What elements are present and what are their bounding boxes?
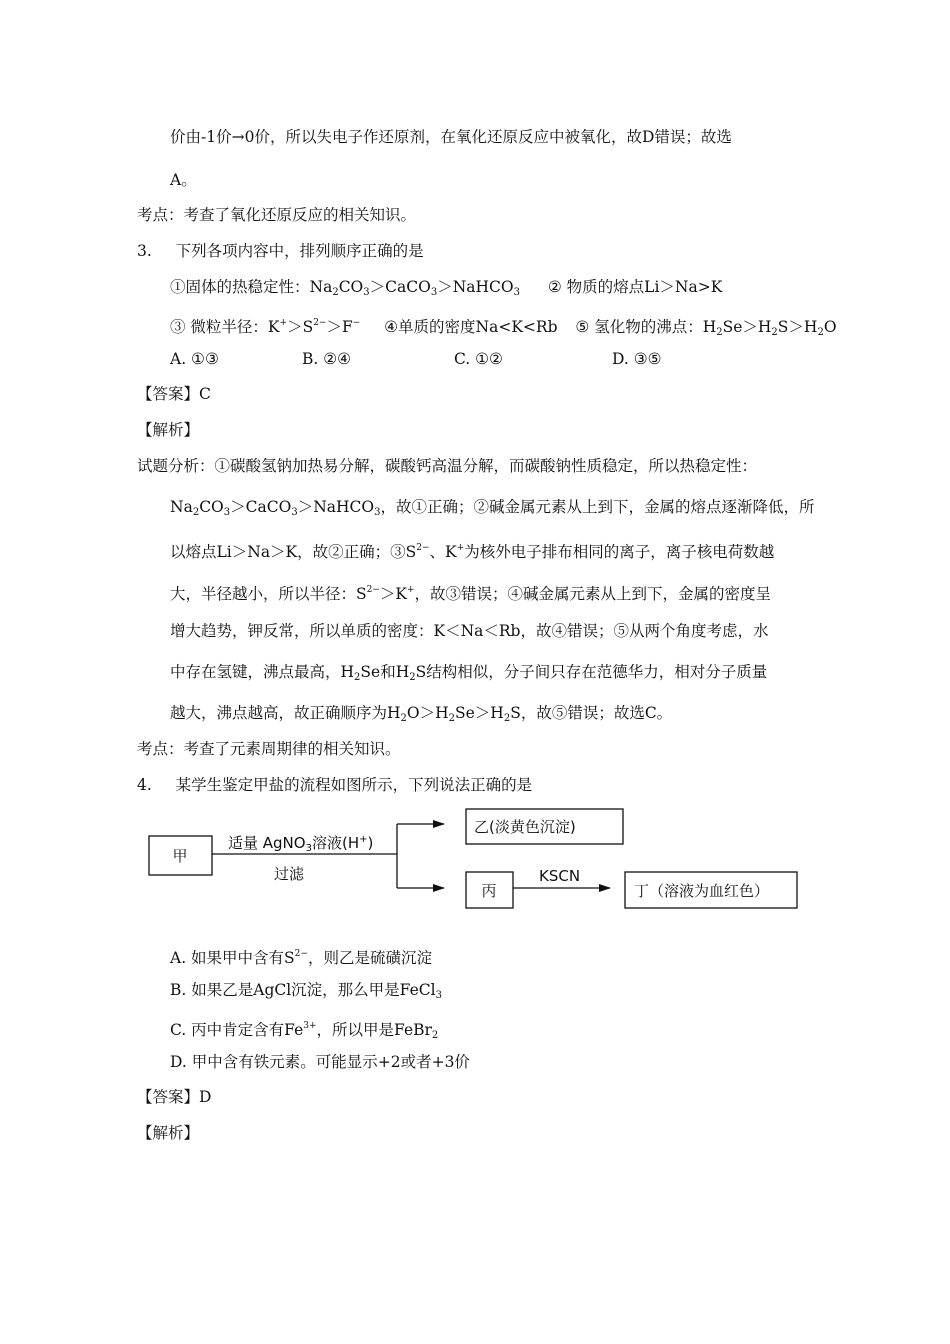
- q3-statements-row2: ③ 微粒半径：$K^+>S^{2-}>F^-$ ④单质的密度Na<K<Rb ⑤ 氢化物的沸点：$H_2Se>H_2S>H_2O$: [170, 318, 837, 338]
- q4-stem-text: 某学生鉴定甲盐的流程如图所示，下列说法正确的是: [175, 776, 533, 794]
- q4-analysis-heading: 【解析】: [137, 1124, 200, 1142]
- q3-exp-line2: $Na_2CO_3>CaCO_3>NaHCO_3$，故①正确；②碱金属元素从上到下，金属的熔点逐渐降低，所: [170, 498, 815, 518]
- box-jia-label: 甲: [172, 847, 188, 865]
- q3-exp-line5: 增大趋势，钾反常，所以单质的密度：K＜Na＜Rb，故④错误；⑤从两个角度考虑，水: [170, 622, 769, 640]
- q3-answer: 【答案】C: [137, 385, 211, 403]
- q3-option-a: A. ①③: [170, 350, 219, 368]
- q3-kaodian: 考点：考查了元素周期律的相关知识。: [137, 740, 401, 758]
- q3-exp-line6: 中存在氢键，沸点最高，$H_2Se$和$H_2S$结构相似，分子间只存在范德华力，相对分子质量: [170, 663, 768, 683]
- kscn-label: KSCN: [539, 867, 581, 885]
- q3-exp-line1: 试题分析：①碳酸氢钠加热易分解，碳酸钙高温分解，而碳酸钠性质稳定，所以热稳定性：: [137, 457, 758, 475]
- box-ding-label: 丁（溶液为血红色）: [634, 882, 770, 900]
- q3-number: 3.: [137, 242, 152, 260]
- q3-exp-line4: 大，半径越小，所以半径：$S^{2-}>K^+$，故③错误；④碱金属元素从上到下，金属的密度呈: [170, 585, 772, 603]
- reagent-label: 适量 AgNO$_3$溶液(H+): [228, 834, 374, 854]
- prev-explanation-line1: 价由-1价→0价，所以失电子作还原剂，在氧化还原反应中被氧化，故D错误；故选: [170, 128, 732, 146]
- q4-option-b: B. 如果乙是AgCl沉淀，那么甲是FeCl$_3$: [170, 981, 442, 1001]
- prev-kaodian: 考点：考查了氧化还原反应的相关知识。: [137, 206, 417, 224]
- q3-statement-4: ④单质的密度Na<K<Rb: [384, 318, 558, 336]
- q3-stem-text: 下列各项内容中，排列顺序正确的是: [175, 242, 424, 260]
- q4-number: 4.: [137, 776, 152, 794]
- q3-analysis-heading: 【解析】: [137, 421, 200, 439]
- box-bing-label: 丙: [481, 882, 497, 900]
- q3-option-c: C. ①②: [454, 350, 503, 368]
- q4-option-a: A. 如果甲中含有$S^{2-}$，则乙是硫磺沉淀: [170, 949, 432, 967]
- q4-answer: 【答案】D: [137, 1088, 212, 1106]
- q3-exp-line3: 以熔点Li＞Na＞K，故②正确；$③S^{2-}$、K+为核外电子排布相同的离子，离子核电荷数越: [170, 543, 775, 561]
- q3-statement-2: ② 物质的熔点Li＞Na>K: [547, 278, 723, 296]
- q4-option-d: D. 甲中含有铁元素。可能显示+2或者+3价: [170, 1053, 470, 1071]
- q3-option-d: D. ③⑤: [612, 350, 662, 368]
- q4-option-c: C. 丙中肯定含有$Fe^{3+}$，所以甲是FeBr$_2$: [170, 1021, 439, 1041]
- box-yi-label: 乙(淡黄色沉淀): [474, 818, 576, 836]
- prev-explanation-line2: A。: [170, 171, 197, 189]
- q3-option-b: B. ②④: [302, 350, 352, 368]
- q3-exp-line7: 越大，沸点越高，故正确顺序为$H_2O>H_2Se>H_2S$，故⑤错误；故选C。: [170, 704, 673, 724]
- q3-statements-row1: ①固体的热稳定性：$Na_2CO_3>CaCO_3>NaHCO_3$ ② 物质的熔点Li＞Na>K: [170, 278, 723, 298]
- filter-label: 过滤: [274, 865, 305, 883]
